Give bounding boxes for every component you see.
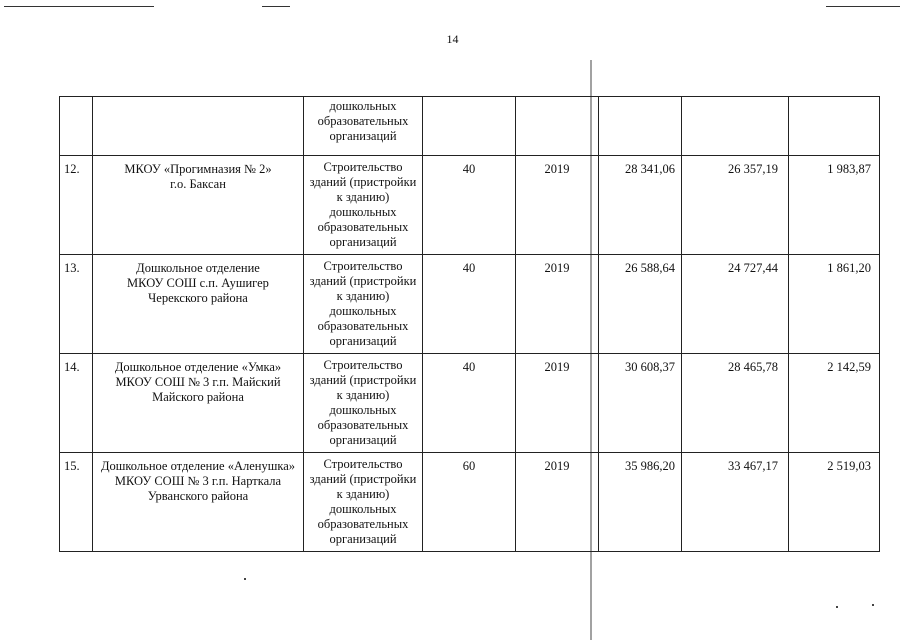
cell-regional xyxy=(789,97,880,156)
cell-year: 2019 xyxy=(516,156,599,255)
cell-name: Дошкольное отделение «Аленушка» МКОУ СОШ № 3 г.п. Нарткала Урванского района xyxy=(93,453,304,552)
cell-num: 13. xyxy=(60,255,93,354)
cell-regional: 1 983,87 xyxy=(789,156,880,255)
table-row xyxy=(60,354,880,453)
table-row xyxy=(60,156,880,255)
page-number: 14 xyxy=(446,32,459,46)
cell-type: Строительство зданий (пристройки к зданию) дошкольных образовательных организаций xyxy=(304,156,423,255)
scan-top-rule-mid xyxy=(262,6,290,7)
cell-total: 30 608,37 xyxy=(599,354,682,453)
cell-year xyxy=(516,97,599,156)
cell-type xyxy=(304,97,423,156)
cell-year: 2019 xyxy=(516,354,599,453)
table-row-continuation xyxy=(60,97,880,156)
cell-capacity xyxy=(423,97,516,156)
cell-name: Дошкольное отделение МКОУ СОШ с.п. Аушигер Черекского района xyxy=(93,255,304,354)
cell-capacity: 40 xyxy=(423,354,516,453)
cell-federal xyxy=(682,97,789,156)
cell-name: МКОУ «Прогимназия № 2» г.о. Баксан xyxy=(93,156,304,255)
scan-speck xyxy=(872,604,874,606)
cell-num: 14. xyxy=(60,354,93,453)
cell-total: 35 986,20 xyxy=(599,453,682,552)
table-row xyxy=(60,255,880,354)
scan-speck xyxy=(836,606,838,608)
cell-type: Строительство зданий (пристройки к зданию) дошкольных образовательных организаций xyxy=(304,255,423,354)
table-row xyxy=(60,453,880,552)
cell-name: Дошкольное отделение «Умка» МКОУ СОШ № 3 г.п. Майский Майского района xyxy=(93,354,304,453)
scan-top-rule-right xyxy=(826,6,900,7)
cell-federal: 26 357,19 xyxy=(682,156,789,255)
cell-type-text: дошкольных образовательных организаций xyxy=(317,99,409,143)
cell-name xyxy=(93,97,304,156)
cell-num: 15. xyxy=(60,453,93,552)
kindergarten-table xyxy=(59,96,880,552)
cell-regional: 2 142,59 xyxy=(789,354,880,453)
cell-capacity: 60 xyxy=(423,453,516,552)
cell-total: 26 588,64 xyxy=(599,255,682,354)
cell-federal: 24 727,44 xyxy=(682,255,789,354)
cell-federal: 33 467,17 xyxy=(682,453,789,552)
cell-year: 2019 xyxy=(516,453,599,552)
cell-num: 12. xyxy=(60,156,93,255)
cell-capacity: 40 xyxy=(423,255,516,354)
cell-total: 28 341,06 xyxy=(599,156,682,255)
cell-type: Строительство зданий (пристройки к зданию) дошкольных образовательных организаций xyxy=(304,354,423,453)
cell-regional: 1 861,20 xyxy=(789,255,880,354)
cell-regional: 2 519,03 xyxy=(789,453,880,552)
cell-federal: 28 465,78 xyxy=(682,354,789,453)
cell-capacity: 40 xyxy=(423,156,516,255)
scan-top-rule-left xyxy=(4,6,154,7)
scan-speck xyxy=(244,578,246,580)
cell-num xyxy=(60,97,93,156)
cell-total xyxy=(599,97,682,156)
cell-type: Строительство зданий (пристройки к зданию) дошкольных образовательных организаций xyxy=(304,453,423,552)
cell-year: 2019 xyxy=(516,255,599,354)
